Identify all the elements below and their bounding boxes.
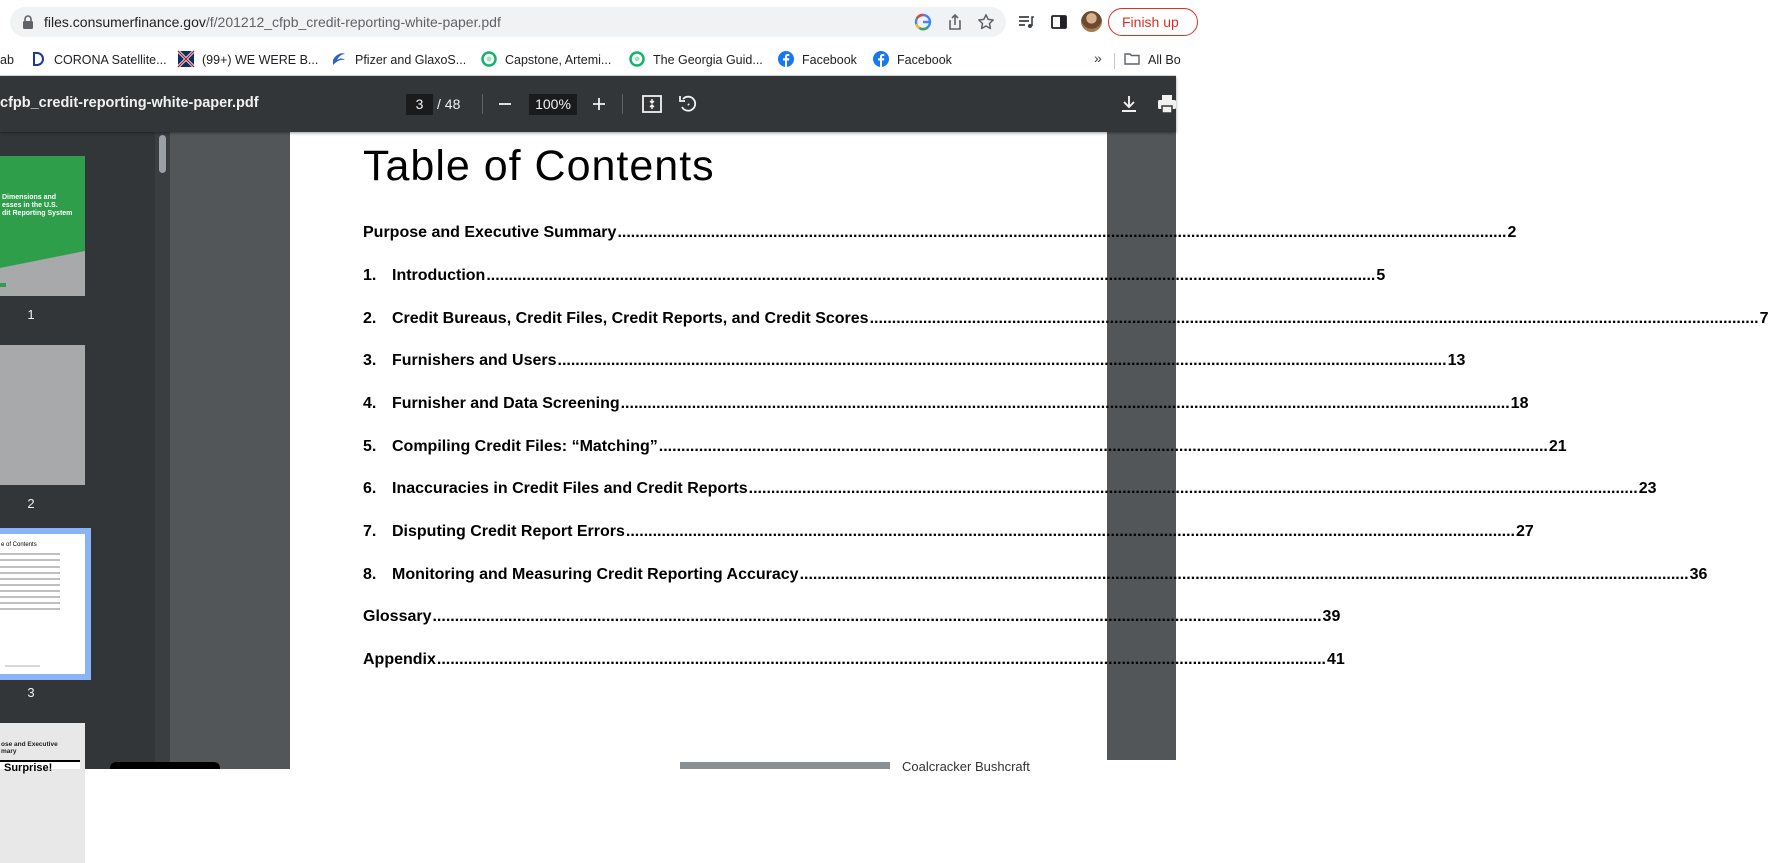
more-bookmarks-chevron[interactable]: » <box>1094 50 1102 66</box>
page-number-input[interactable]: 3 <box>406 94 433 115</box>
toc-entry-leader <box>621 395 1510 413</box>
toc-entry-leader <box>749 480 1638 498</box>
bookmark-item[interactable] <box>331 50 466 70</box>
cover-line: Dimensions and <box>2 194 57 201</box>
toc-entry-text: Furnishers and Users <box>392 352 557 369</box>
toc-entry-text: Furnisher and Data Screening <box>392 395 620 412</box>
document-title: cfpb_credit-reporting-white-paper.pdf <box>0 95 259 111</box>
bookmark-item[interactable] <box>629 50 763 70</box>
corona-favicon-icon <box>30 51 46 67</box>
toc-entry[interactable] <box>363 608 1341 628</box>
toc-entry-page: 21 <box>1548 438 1567 455</box>
toc-entry-leader <box>486 267 1375 285</box>
toc-entry-text: Compiling Credit Files: “Matching” <box>392 438 658 455</box>
toc-entry-text: Purpose and Executive Summary <box>363 224 617 241</box>
toc-entry-leader <box>626 523 1515 541</box>
toc-entry-page: 36 <box>1689 566 1708 583</box>
bookmark-star-icon[interactable] <box>977 13 995 31</box>
cover-line: esses in the U.S. <box>2 202 58 209</box>
bookmark-item[interactable] <box>873 50 952 70</box>
zoom-level-input[interactable]: 100% <box>529 94 577 115</box>
pdf-page <box>290 128 1769 788</box>
bookmark-item[interactable] <box>778 50 857 70</box>
thumbnail-page <box>0 534 85 674</box>
toc-entry-page: 27 <box>1515 523 1534 540</box>
toc-title: Table of Contents <box>363 142 715 190</box>
toc-entry-leader <box>659 438 1548 456</box>
toc-entry-leader <box>617 224 1506 242</box>
toolbar-divider <box>482 94 483 114</box>
page-thumbnail-2[interactable] <box>0 345 85 485</box>
peek-window-image <box>680 762 890 769</box>
bookmark-label: Capstone, Artemi... <box>505 53 612 67</box>
bottom-peek <box>0 759 1176 774</box>
document-viewport <box>170 132 1769 769</box>
toc-entry[interactable] <box>363 224 1517 244</box>
finish-up-button[interactable]: Finish up <box>1108 8 1198 36</box>
sidebar-scrollbar[interactable] <box>155 132 170 769</box>
toc-entry-page: 2 <box>1507 224 1517 241</box>
toc-entry-number: 5. <box>363 438 377 455</box>
toc-entry-text: Monitoring and Measuring Credit Reporting Accuracy <box>392 566 799 583</box>
toc-entry-page: 18 <box>1510 395 1529 412</box>
rotate-icon[interactable] <box>677 93 699 115</box>
toc-entry-page: 7 <box>1759 310 1769 327</box>
scrollbar-thumb[interactable] <box>159 135 166 173</box>
page-thumbnail-4[interactable] <box>0 723 85 863</box>
toc-entry[interactable] <box>363 310 1769 330</box>
download-icon[interactable] <box>1118 93 1140 115</box>
print-icon[interactable] <box>1156 93 1178 115</box>
toc-entry-number: 8. <box>363 566 377 583</box>
cover-thumbnail-text <box>2 194 72 218</box>
facebook-icon <box>778 51 794 67</box>
bookmark-label: (99+) WE WERE B... <box>202 53 319 67</box>
bookmarks-bar <box>0 44 1181 76</box>
green-circle-favicon-icon <box>481 51 497 67</box>
toolbar-divider <box>622 94 623 114</box>
bookmark-label: The Georgia Guid... <box>653 53 763 67</box>
pdf-toolbar <box>0 76 1176 132</box>
zoom-in-icon[interactable] <box>588 93 610 115</box>
address-bar[interactable] <box>10 7 1006 37</box>
thumbnail-sidebar <box>0 132 155 769</box>
thumbnail-heading <box>1 741 58 755</box>
toc-entry-page: 13 <box>1447 352 1466 369</box>
toc-entry[interactable] <box>363 651 1345 671</box>
url-text[interactable] <box>44 14 501 30</box>
toc-entry-page: 23 <box>1638 480 1657 497</box>
toc-entry[interactable] <box>363 352 1466 372</box>
share-icon[interactable] <box>946 13 964 31</box>
toc-entry-page: 5 <box>1376 267 1386 284</box>
toc-entry-page: 39 <box>1322 608 1341 625</box>
toc-entry[interactable] <box>363 523 1534 543</box>
toc-entry[interactable] <box>363 395 1529 415</box>
bookmark-label: ab <box>0 53 14 67</box>
all-bookmarks-label: All Bo <box>1148 53 1181 67</box>
toc-entry[interactable] <box>363 566 1708 586</box>
toc-entry-text: Credit Bureaus, Credit Files, Credit Reports, and Credit Scores <box>392 310 869 327</box>
thumbnail-heading: e of Contents <box>1 542 37 548</box>
toc-entry-number: 2. <box>363 310 377 327</box>
thumbnail-toc-lines <box>0 534 85 674</box>
bookmark-item[interactable] <box>30 50 167 70</box>
toc-entry[interactable] <box>363 438 1567 458</box>
toc-entry-number: 4. <box>363 395 377 412</box>
thumbnail-heading-line: ose and Executive <box>1 741 58 748</box>
page-thumbnail-1[interactable] <box>0 156 85 296</box>
toc-entry-leader <box>800 566 1689 584</box>
fit-to-page-icon[interactable] <box>641 93 663 115</box>
media-controls-icon[interactable] <box>1017 13 1035 31</box>
toc-entry-page: 41 <box>1326 651 1345 668</box>
toc-entry-leader <box>432 608 1321 626</box>
google-lens-icon[interactable] <box>914 13 932 31</box>
peek-window-left: Surprise! <box>0 760 80 769</box>
bookmark-label: Facebook <box>897 53 952 67</box>
toc-entry[interactable] <box>363 480 1657 500</box>
page-total: / 48 <box>437 96 461 112</box>
flag-favicon-icon <box>178 51 194 67</box>
profile-avatar[interactable] <box>1081 11 1102 32</box>
toc-entry[interactable] <box>363 267 1386 287</box>
bookmark-label: Pfizer and GlaxoS... <box>355 53 467 67</box>
zoom-out-icon[interactable] <box>494 93 516 115</box>
side-panel-icon[interactable] <box>1050 13 1068 31</box>
thumbnail-heading-line: mary <box>1 748 17 755</box>
toc-entry-leader <box>870 310 1759 328</box>
toc-entry-number: 7. <box>363 523 377 540</box>
toc-entry-text: Glossary <box>363 608 432 625</box>
browser-toolbar <box>0 0 1179 44</box>
bookmark-label: Facebook <box>802 53 857 67</box>
toc-entry-text: Introduction <box>392 267 486 284</box>
bookmarks-divider <box>1114 53 1115 69</box>
thumbnail-number: 2 <box>27 496 35 511</box>
toc-entry-number: 1. <box>363 267 377 284</box>
thumbnail-number: 1 <box>27 307 35 322</box>
facebook-icon <box>873 51 889 67</box>
folder-icon <box>1124 51 1140 67</box>
green-circle-favicon-icon <box>629 51 645 67</box>
toc-entry-number: 6. <box>363 480 377 497</box>
cover-line: dit Reporting System <box>2 210 73 217</box>
all-bookmarks-folder[interactable] <box>1124 50 1181 70</box>
toc-entry-text: Disputing Credit Report Errors <box>392 523 625 540</box>
cover-thumbnail-graphic <box>0 156 85 296</box>
peek-window-right: Coalcracker Bushcraft <box>890 760 1176 769</box>
bookmark-label: CORONA Satellite... <box>54 53 167 67</box>
bookmark-item[interactable] <box>178 50 318 70</box>
toc-entry-text: Inaccuracies in Credit Files and Credit Reports <box>392 480 748 497</box>
pfizer-favicon-icon <box>331 51 347 67</box>
page-thumbnail-3-selected[interactable] <box>0 528 91 680</box>
url-path: /f/201212_cfpb_credit-reporting-white-paper.pdf <box>205 14 501 30</box>
toc-entry-text: Appendix <box>363 651 436 668</box>
bookmark-item[interactable] <box>481 50 611 70</box>
lock-icon <box>22 15 34 29</box>
toc-entry-leader <box>437 651 1326 669</box>
bookmark-item[interactable] <box>0 50 14 70</box>
peek-window-dark <box>110 762 220 769</box>
toc-entry-leader <box>558 352 1447 370</box>
toc-entry-number: 3. <box>363 352 377 369</box>
thumbnail-number: 3 <box>27 685 35 700</box>
url-domain: files.consumerfinance.gov <box>44 14 206 30</box>
